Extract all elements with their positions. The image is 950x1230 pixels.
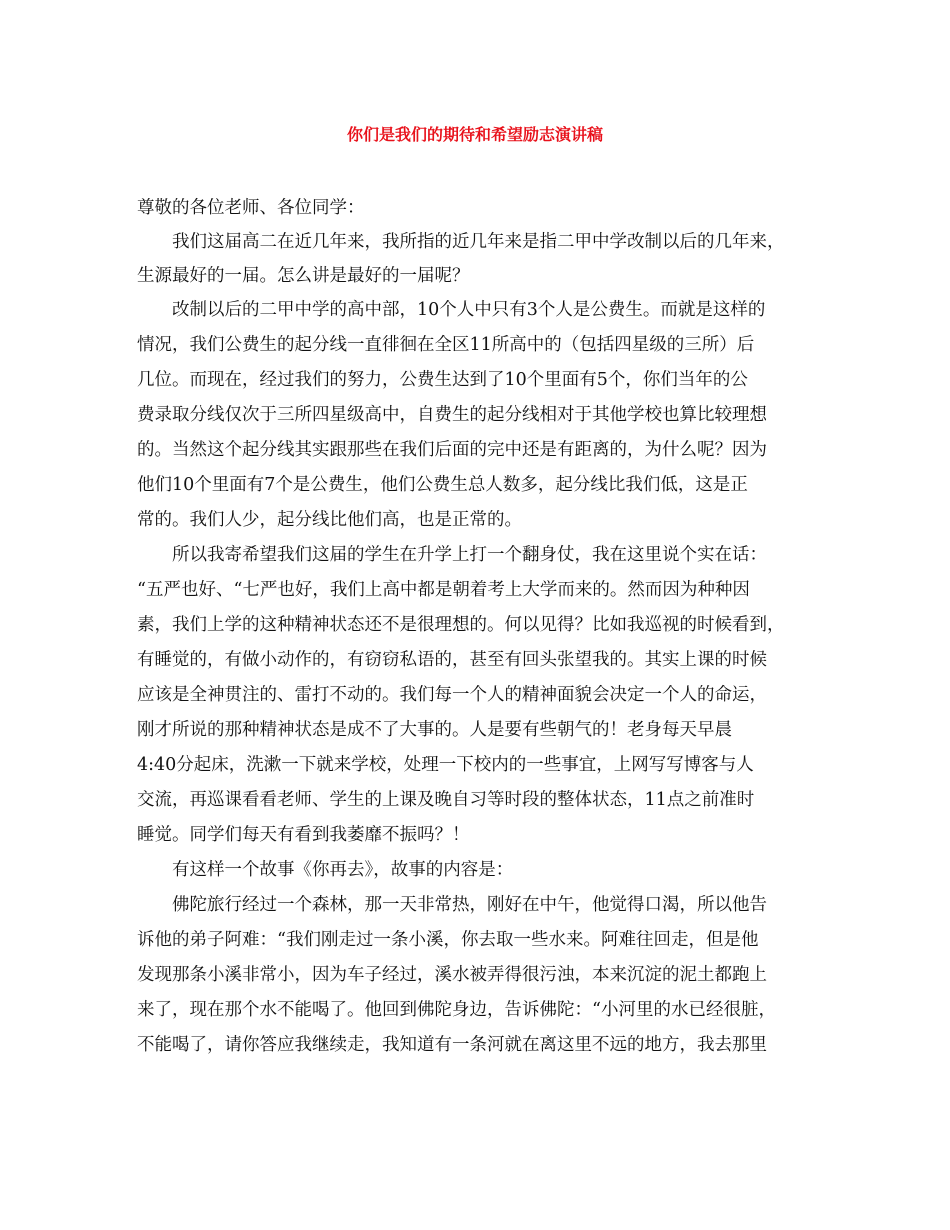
- text-line: 4:40分起床，洗漱一下就来学校，处理一下校内的一些事宜，上网写写博客与人: [137, 755, 754, 775]
- text-line: 交流，再巡课看看老师、学生的上课及晚自习等时段的整体状态，11点之前准时: [137, 790, 755, 810]
- text-line: 所以我寄希望我们这届的学生在升学上打一个翻身仗，我在这里说个实在话：: [137, 545, 767, 565]
- text-line: 的。当然这个起分线其实跟那些在我们后面的完中还是有距离的，为什么呢？因为: [137, 440, 767, 460]
- text-line: 佛陀旅行经过一个森林，那一天非常热，刚好在中午，他觉得口渴，所以他告: [137, 895, 767, 915]
- text-line: 常的。我们人少，起分线比他们高，也是正常的。: [137, 510, 522, 530]
- text-line: 有睡觉的，有做小动作的，有窃窃私语的，甚至有回头张望我的。其实上课的时候: [137, 650, 767, 670]
- text-line: 不能喝了，请你答应我继续走，我知道有一条河就在离这里不远的地方，我去那里: [137, 1035, 767, 1055]
- text-line: 诉他的弟子阿难：“我们刚走过一条小溪，你去取一些水来。阿难往回走，但是他: [137, 930, 759, 950]
- text-line: 我们这届高二在近几年来，我所指的近几年来是指二甲中学改制以后的几年来，: [137, 232, 785, 252]
- text-line: 改制以后的二甲中学的高中部，10个人中只有3个人是公费生。而就是这样的: [137, 300, 766, 320]
- text-line: 睡觉。同学们每天有看到我萎靡不振吗？！: [137, 825, 470, 845]
- text-line: 尊敬的各位老师、各位同学：: [137, 198, 365, 218]
- text-line: 几位。而现在，经过我们的努力，公费生达到了10个里面有5个，你们当年的公: [137, 370, 748, 390]
- text-line: 发现那条小溪非常小，因为车子经过，溪水被弄得很污浊，本来沉淀的泥土都跑上: [137, 965, 767, 985]
- text-line: 费录取分线仅次于三所四星级高中，自费生的起分线相对于其他学校也算比较理想: [137, 405, 767, 425]
- text-line: 生源最好的一届。怎么讲是最好的一届呢？: [137, 266, 470, 286]
- text-line: 应该是全神贯注的、雷打不动的。我们每一个人的精神面貌会决定一个人的命运，: [137, 685, 767, 705]
- text-line: 刚才所说的那种精神状态是成不了大事的。人是要有些朝气的！老身每天早晨: [137, 720, 732, 740]
- text-line: “五严也好、“七严也好，我们上高中都是朝着考上大学而来的。然而因为种种因: [137, 580, 750, 600]
- text-line: 有这样一个故事《你再去》，故事的内容是：: [137, 860, 514, 880]
- text-line: 情况，我们公费生的起分线一直徘徊在全区11所高中的（包括四星级的三所）后: [137, 335, 755, 355]
- text-line: 素，我们上学的这种精神状态还不是很理想的。何以见得？比如我巡视的时候看到，: [137, 615, 785, 635]
- text-line: 他们10个里面有7个是公费生，他们公费生总人数多，起分线比我们低，这是正: [137, 475, 748, 495]
- text-line: 来了，现在那个水不能喝了。他回到佛陀身边，告诉佛陀：“小河里的水已经很脏，: [137, 1000, 776, 1020]
- document-title: 你们是我们的期待和希望励志演讲稿: [346, 125, 603, 144]
